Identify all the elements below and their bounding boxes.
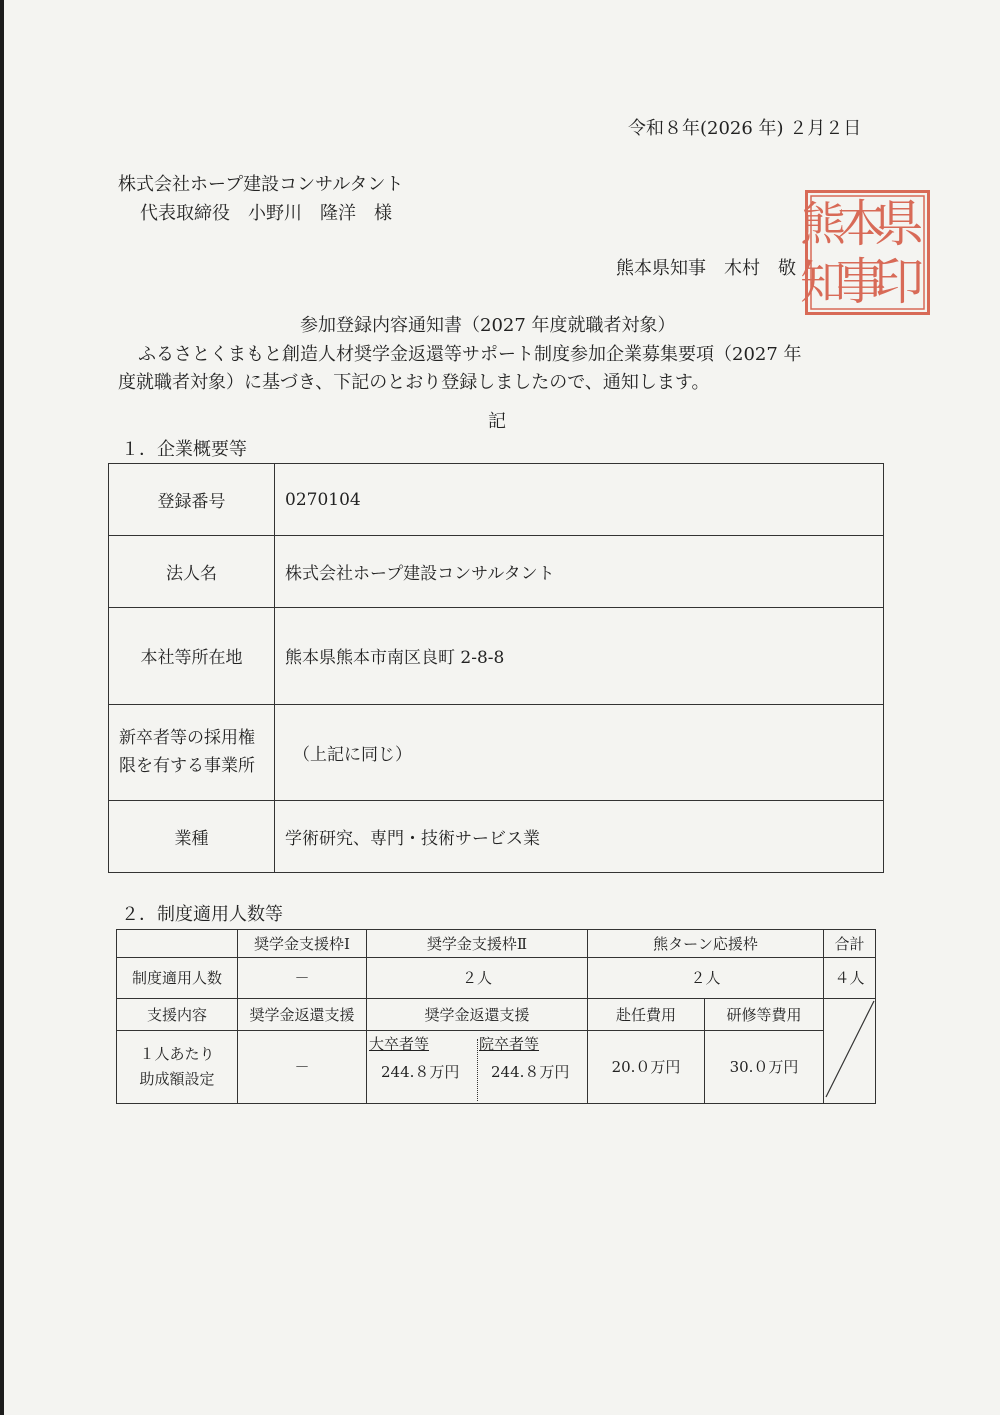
registration-number: 0270104 <box>275 464 884 536</box>
seal-char: 県 <box>874 195 924 253</box>
header-cell: 合計 <box>824 930 876 958</box>
row-label <box>109 704 275 800</box>
row-label <box>117 1030 238 1103</box>
notice-body-line2: 度就職者対象）に基づき、下記のとおり登録しましたので、通知します。 <box>118 372 710 393</box>
row-label: 制度適用人数 <box>117 957 238 998</box>
table-cell: － <box>238 1030 367 1103</box>
table-cell: 赴任費用 <box>588 998 705 1030</box>
row-label: 支援内容 <box>117 998 238 1030</box>
table-cell: 奨学金返還支援 <box>367 998 588 1030</box>
diagonal-blank-cell <box>824 998 876 1103</box>
head-office-address: 熊本県熊本市南区良町 2-8-8 <box>275 608 884 704</box>
row-label: 業種 <box>109 800 275 872</box>
notice-subject: 参加登録内容通知書（2027 年度就職者対象） <box>300 315 676 336</box>
table-cell: － <box>238 957 367 998</box>
row-label: 本社等所在地 <box>109 608 275 704</box>
row-label-line: 助成額設定 <box>139 1069 215 1088</box>
hiring-office: （上記に同じ） <box>275 704 884 800</box>
undergrad-label: 大卒者等 <box>369 1034 430 1053</box>
row-label: 登録番号 <box>109 464 275 536</box>
seal-char: 知 <box>800 255 846 309</box>
table-row <box>117 957 876 998</box>
scan-edge <box>0 0 4 1415</box>
table-row <box>117 930 876 958</box>
row-label: 法人名 <box>109 536 275 608</box>
row-label-line: １人あたり <box>139 1044 215 1063</box>
issue-date: 令和８年(2026 年) ２月２日 <box>628 118 862 139</box>
header-cell: 熊ターン応援枠 <box>588 930 824 958</box>
amount-split <box>367 1031 587 1101</box>
relocation-amount: 20.０万円 <box>588 1030 705 1103</box>
undergrad-amount: 244.８万円 <box>381 1062 460 1081</box>
table-cell: ４人 <box>824 957 876 998</box>
table-row <box>109 608 884 704</box>
table-cell: ２人 <box>588 957 824 998</box>
applicants-table <box>116 929 876 1104</box>
grad-label: 院卒者等 <box>479 1034 540 1053</box>
seal-char: 本 <box>836 195 886 253</box>
sender: 熊本県知事 木村 敬 <box>616 258 796 279</box>
table-row <box>117 998 876 1030</box>
ki-mark: 記 <box>488 411 506 432</box>
table-cell: 奨学金返還支援 <box>238 998 367 1030</box>
table-row <box>109 536 884 608</box>
table-row <box>109 800 884 872</box>
official-seal <box>800 190 930 315</box>
addressee-person: 代表取締役 小野川 隆洋 様 <box>140 203 392 224</box>
training-amount: 30.０万円 <box>705 1030 824 1103</box>
table-cell <box>367 1030 588 1103</box>
table-cell: 研修等費用 <box>705 998 824 1030</box>
table-row <box>109 704 884 800</box>
company-overview-table <box>108 463 884 873</box>
row-label-line: 新卒者等の採用権 <box>119 728 255 749</box>
seal-char: 熊 <box>800 197 846 251</box>
section1-title: １．企業概要等 <box>121 439 247 460</box>
row-label-line: 限を有する事業所 <box>119 756 255 777</box>
header-cell: 奨学金支援枠Ⅰ <box>238 930 367 958</box>
corner-cell <box>117 930 238 958</box>
addressee-company: 株式会社ホープ建設コンサルタント <box>118 174 404 195</box>
table-cell: ２人 <box>367 957 588 998</box>
industry: 学術研究、専門・技術サービス業 <box>275 800 884 872</box>
table-row <box>117 1030 876 1103</box>
seal-char: 事 <box>836 253 886 311</box>
header-cell: 奨学金支援枠Ⅱ <box>367 930 588 958</box>
section2-title: ２．制度適用人数等 <box>121 904 283 925</box>
table-row <box>109 464 884 536</box>
corporate-name: 株式会社ホープ建設コンサルタント <box>275 536 884 608</box>
dotted-divider <box>477 1039 478 1101</box>
notice-body-line1: ふるさとくまもと創造人材奨学金返還等サポート制度参加企業募集要項（2027 年 <box>138 344 802 365</box>
seal-char: 印 <box>874 253 924 311</box>
grad-amount: 244.８万円 <box>491 1062 570 1081</box>
